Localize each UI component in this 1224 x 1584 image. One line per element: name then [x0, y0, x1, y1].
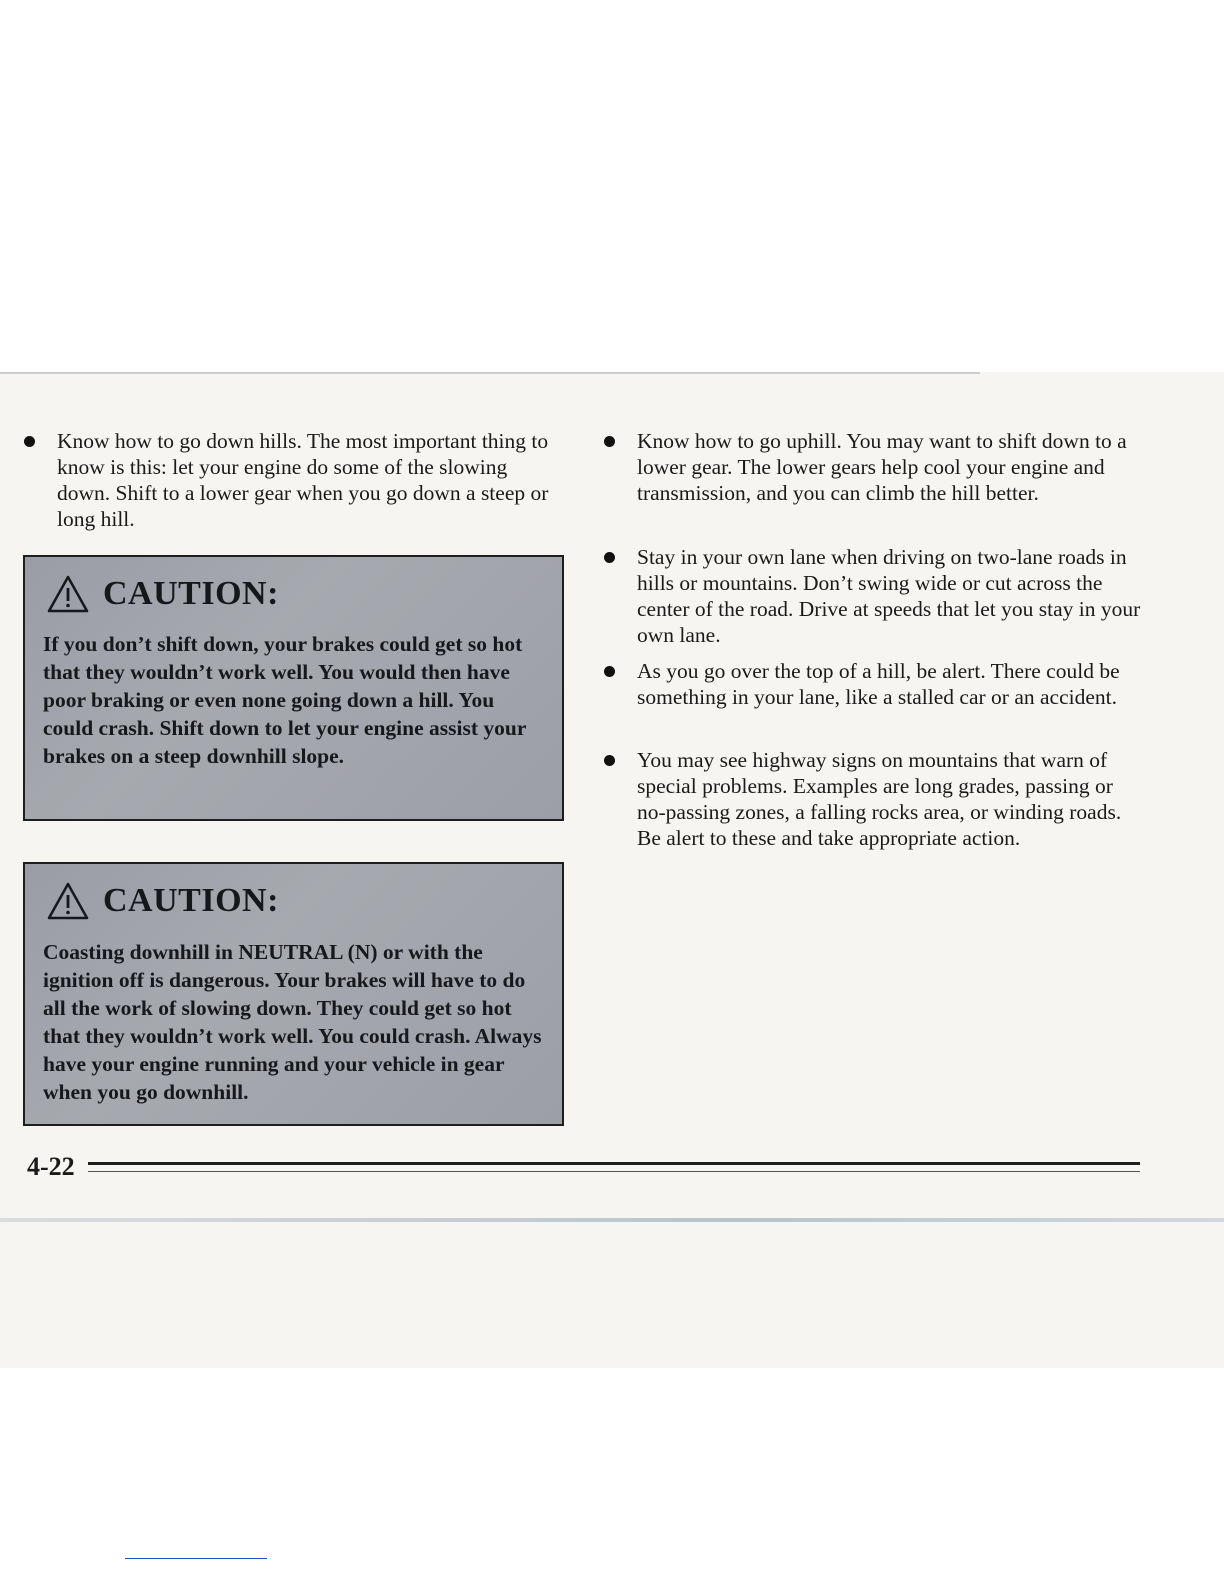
bullet-highway-signs: [637, 747, 1142, 851]
caution-text: Coasting downhill in NEUTRAL (N) or with the ignition off is dangerous. Your brakes will have to do all the work of slowing down. They could get so hot that they wouldn’t work well. You could crash. Always have your engine running and your vehicle in gear when you go downhill.: [43, 940, 542, 1104]
bullet-dot: [604, 666, 615, 677]
band-top-edge: [0, 372, 980, 374]
warning-triangle-icon: [47, 575, 89, 613]
caution-header: [47, 882, 279, 920]
caution-title: CAUTION:: [103, 882, 279, 919]
bullet-own-lane: [637, 544, 1142, 648]
bullet-text: As you go over the top of a hill, be alert. There could be something in your lane, like a stalled car or an accident.: [637, 659, 1120, 709]
caution-box-coasting: [23, 862, 564, 1126]
caution-header: [47, 575, 279, 613]
bullet-dot: [604, 436, 615, 447]
page-number: 4-22: [27, 1152, 75, 1181]
bullet-dot: [604, 552, 615, 563]
bullet-top-of-hill: [637, 658, 1142, 710]
bullet-dot: [24, 436, 35, 447]
warning-triangle-icon: [47, 882, 89, 920]
bullet-text: Know how to go down hills. The most important thing to know is this: let your engine do some of the slowing down. Shift to a lower gear when you go down a steep or long hill.: [57, 429, 549, 531]
link-underline: [125, 1558, 267, 1559]
band-bottom-edge: [0, 1218, 1224, 1222]
footer-rule-thin: [88, 1171, 1140, 1172]
caution-box-shift-down: [23, 555, 564, 821]
bullet-go-uphill: [637, 428, 1142, 506]
bullet-dot: [604, 755, 615, 766]
caution-text: If you don’t shift down, your brakes could get so hot that they wouldn’t work well. You would then have poor braking or even none going down a hill. You could crash. Shift down to let your engine assist your brakes on a steep downhill slope.: [43, 632, 527, 768]
bullet-go-down-hills: [57, 428, 562, 532]
bullet-text: Stay in your own lane when driving on two-lane roads in hills or mountains. Don’t swing wide or cut across the center of the road. Drive at speeds that let you stay in your own lane.: [637, 545, 1141, 647]
caution-title: CAUTION:: [103, 575, 279, 612]
bullet-text: Know how to go uphill. You may want to shift down to a lower gear. The lower gears help cool your engine and transmission, and you can climb the hill better.: [637, 429, 1127, 505]
footer-rule: [88, 1162, 1140, 1165]
bullet-text: You may see highway signs on mountains that warn of special problems. Examples are long grades, passing or no-passing zones, a falling rocks area, or winding roads. Be alert to these and take appropriate action.: [637, 748, 1122, 850]
